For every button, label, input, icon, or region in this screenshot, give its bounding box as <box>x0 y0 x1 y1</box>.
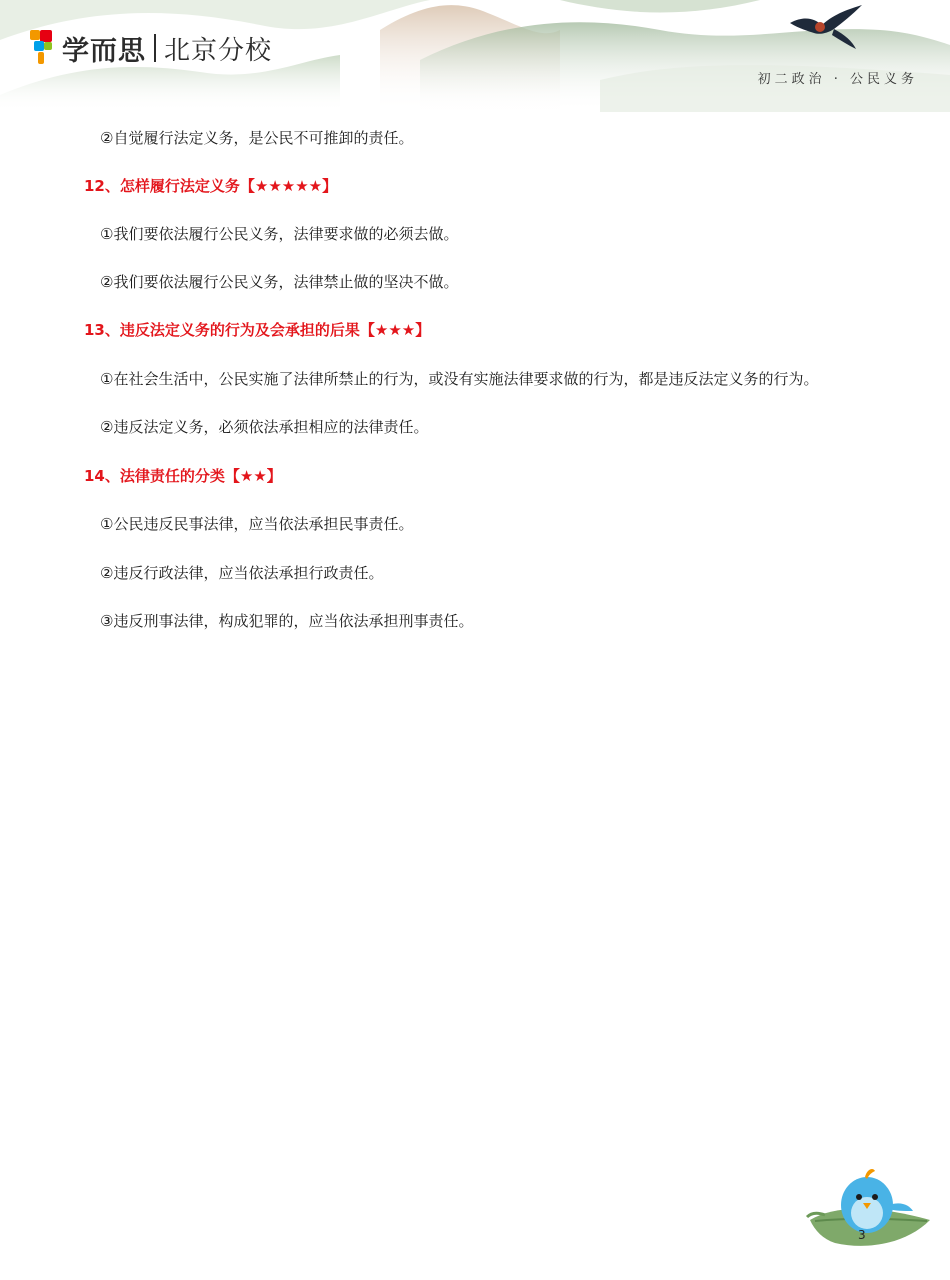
section-13-heading: 13、违反法定义务的行为及会承担的后果【★★★】 <box>84 321 431 339</box>
page-header <box>0 0 950 112</box>
course-label: 初二政治 · 公民义务 <box>757 72 918 87</box>
list-item: ①公民违反民事法律，应当依法承担民事责任。 <box>100 515 414 533</box>
logo-text: 学而思 <box>62 35 146 67</box>
list-item: ②违反法定义务，必须依法承担相应的法律责任。 <box>100 418 429 436</box>
brand-logo <box>30 28 272 68</box>
logo-divider <box>154 34 156 62</box>
section-12-heading: 12、怎样履行法定义务【★★★★★】 <box>84 177 338 195</box>
list-item: ①我们要依法履行公民义务，法律要求做的必须去做。 <box>100 225 459 243</box>
list-item: ②我们要依法履行公民义务，法律禁止做的坚决不做。 <box>100 273 459 291</box>
intro-item: ②自觉履行法定义务，是公民不可推卸的责任。 <box>100 129 414 147</box>
list-item: ②违反行政法律，应当依法承担行政责任。 <box>100 564 384 582</box>
list-item: ①在社会生活中，公民实施了法律所禁止的行为，或没有实施法律要求做的行为，都是违反法定义务的行为。 <box>100 370 819 388</box>
logo-subtitle: 北京分校 <box>164 35 273 66</box>
page-number: 3 <box>858 1228 866 1242</box>
list-item: ③违反刑事法律，构成犯罪的，应当依法承担刑事责任。 <box>100 612 474 630</box>
section-14-heading: 14、法律责任的分类【★★】 <box>84 467 282 485</box>
logo-mark-icon <box>30 28 56 68</box>
bird-mascot-icon <box>805 1165 935 1265</box>
